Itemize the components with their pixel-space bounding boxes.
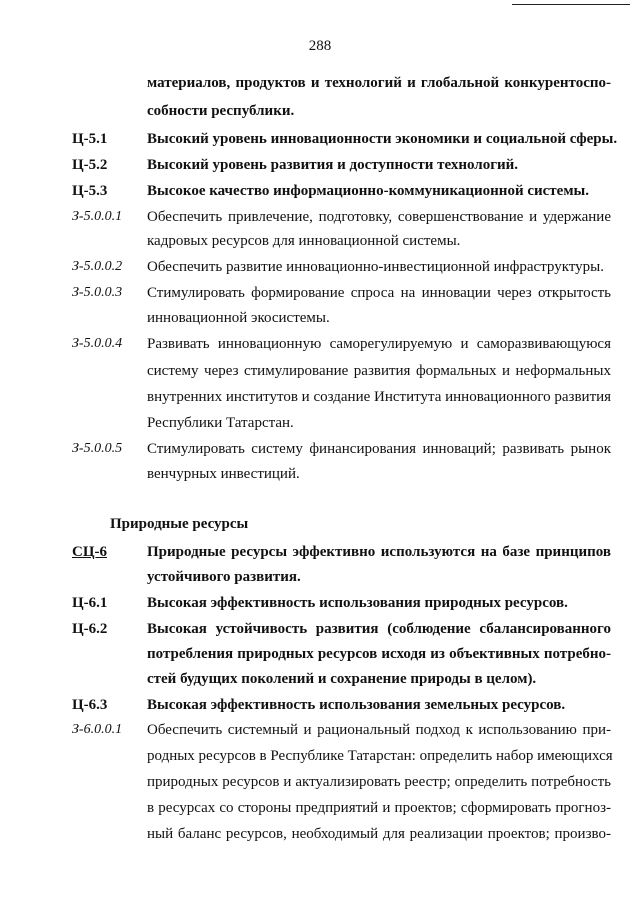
entry-code: З-5.0.0.1: [72, 209, 123, 224]
entry-text: потребления природных ресурсов исходя из объективных потребно-: [147, 646, 611, 662]
entry-text: Обеспечить системный и рациональный подход к использованию при-: [147, 722, 611, 738]
entry-text: Высокая устойчивость развития (соблюдение сбалансированного: [147, 621, 611, 637]
entry-text: Стимулировать систему финансирования инноваций; развивать рынок: [147, 441, 611, 457]
page-number: 288: [308, 38, 332, 54]
entry-text: кадровых ресурсов для инновационной системы.: [147, 233, 461, 249]
entry-code: Ц-6.2: [72, 621, 108, 637]
entry-code: Ц-6.3: [72, 697, 108, 713]
entry-text: устойчивого развития.: [147, 569, 301, 585]
entry-text: Высокая эффективность использования земельных ресурсов.: [147, 697, 566, 713]
continuation-line-2: собности республики.: [147, 103, 295, 119]
entry-text: Республики Татарстан.: [147, 415, 294, 431]
entry-text: Стимулировать формирование спроса на инновации через открытость: [147, 285, 611, 301]
entry-text: природных ресурсов и актуализировать реестр; определить потребность: [147, 774, 611, 790]
entry-code: З-5.0.0.3: [72, 285, 123, 300]
entry-text: родных ресурсов в Республике Татарстан: определить набор имеющихся: [147, 748, 613, 764]
entry-text: в ресурсах со стороны предприятий и проектов; сформировать прогноз-: [147, 800, 611, 816]
entry-text: Развивать инновационную саморегулируемую и саморазвивающуюся: [147, 336, 611, 352]
entry-text: инновационной экосистемы.: [147, 310, 330, 326]
entry-code: СЦ-6: [72, 544, 107, 560]
section-heading: Природные ресурсы: [110, 516, 249, 532]
entry-text: систему через стимулирование развития формальных и неформальных: [147, 363, 611, 379]
entry-code: Ц-5.3: [72, 183, 108, 199]
entry-text: Природные ресурсы эффективно используются на базе принципов: [147, 544, 611, 560]
top-rule: [512, 4, 630, 5]
entry-text: Высокая эффективность использования природных ресурсов.: [147, 595, 568, 611]
entry-text: внутренних институтов и создание Института инновационного развития: [147, 389, 612, 405]
entry-text: Высокий уровень развития и доступности технологий.: [147, 157, 519, 173]
entry-text: ный баланс ресурсов, необходимый для реализации проектов; произво-: [147, 826, 611, 842]
entry-text: Высокий уровень инновационности экономики и социальной сферы.: [147, 131, 618, 147]
entry-code: З-6.0.0.1: [72, 722, 123, 737]
entry-text: Высокое качество информационно-коммуникационной системы.: [147, 183, 589, 199]
entry-code: Ц-5.1: [72, 131, 108, 147]
entry-text: венчурных инвестиций.: [147, 466, 300, 482]
entry-code: З-5.0.0.2: [72, 259, 123, 274]
entry-text: Обеспечить привлечение, подготовку, совершенствование и удержание: [147, 209, 611, 225]
entry-code: З-5.0.0.4: [72, 336, 123, 351]
entry-text: Обеспечить развитие инновационно-инвестиционной инфраструктуры.: [147, 259, 605, 275]
entry-code: Ц-6.1: [72, 595, 108, 611]
entry-text: стей будущих поколений и сохранение природы в целом).: [147, 671, 537, 687]
continuation-line-1: материалов, продуктов и технологий и глобальной конкурентоспо-: [147, 75, 611, 91]
entry-code: Ц-5.2: [72, 157, 108, 173]
entry-code: З-5.0.0.5: [72, 441, 123, 456]
